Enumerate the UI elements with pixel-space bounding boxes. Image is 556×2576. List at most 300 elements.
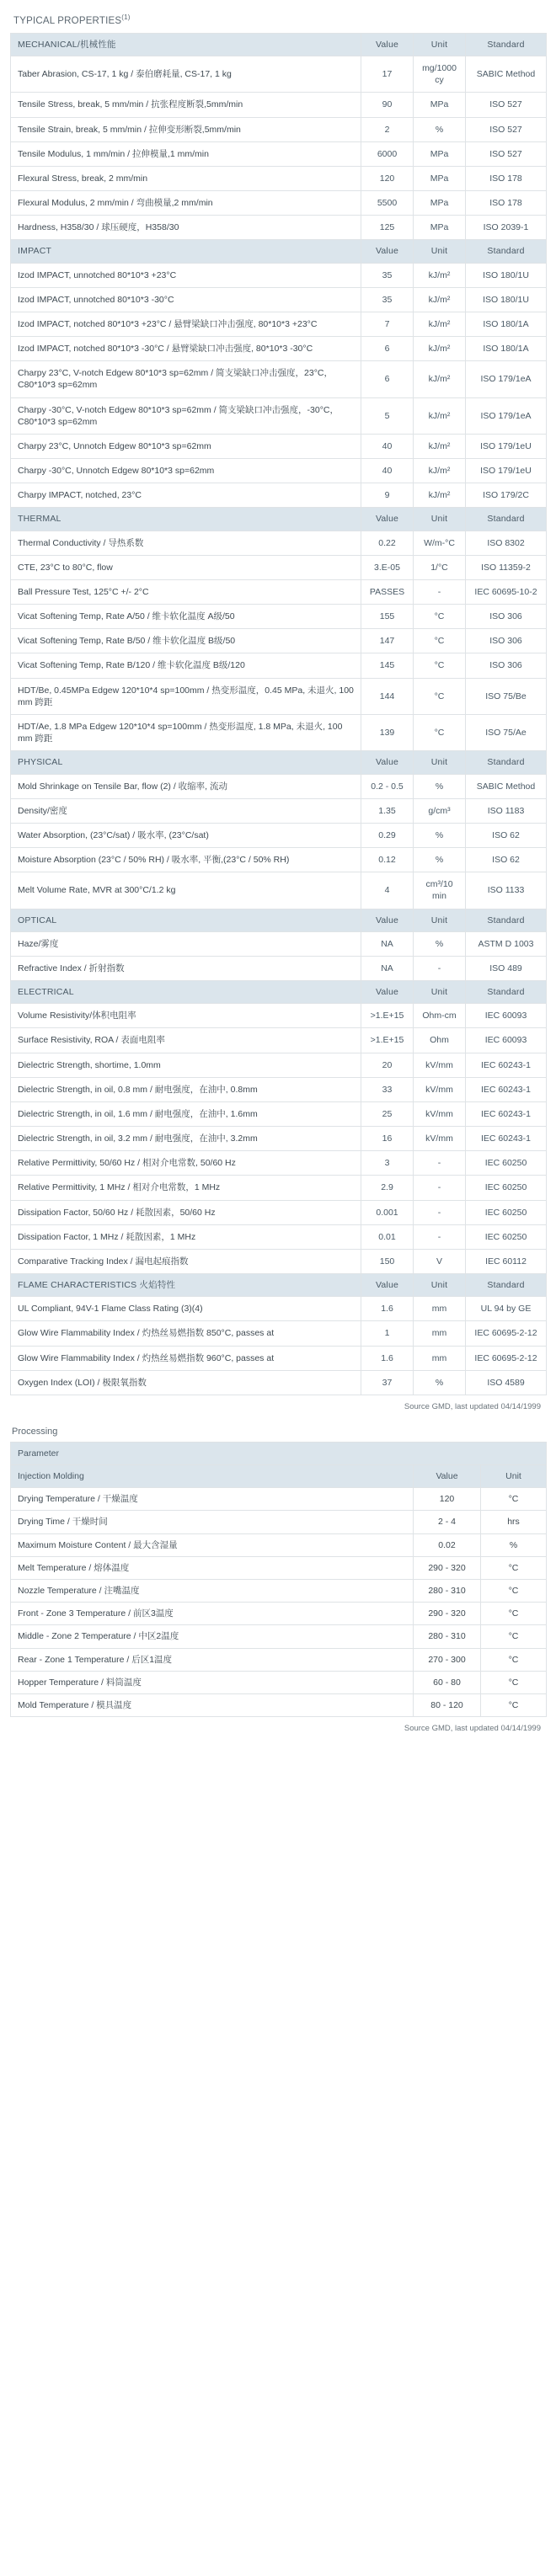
property-standard: ISO 1133 [466,872,547,909]
property-unit: - [414,1151,466,1176]
property-standard: IEC 60243-1 [466,1127,547,1151]
property-unit: °C [414,653,466,678]
property-name: Dielectric Strength, shortime, 1.0mm [11,1053,361,1077]
processing-parameter-name: Drying Temperature / 干燥温度 [11,1488,414,1511]
property-standard: IEC 60093 [466,1004,547,1028]
property-name: Dielectric Strength, in oil, 0.8 mm / 耐电强度，在油中, 0.8mm [11,1077,361,1101]
property-value: 155 [361,605,414,629]
property-name: Tensile Strain, break, 5 mm/min / 拉伸变形断裂,5mm/min [11,117,361,141]
property-value: 90 [361,93,414,117]
property-value: 40 [361,434,414,458]
table-row [11,1321,547,1346]
section-header-row [11,240,547,263]
property-standard: IEC 60695-2-12 [466,1321,547,1346]
processing-parameter-unit: hrs [481,1511,547,1533]
table-row [11,678,547,714]
table-row [11,1004,547,1028]
property-standard: ISO 179/2C [466,483,547,508]
processing-source-note: Source GMD, last updated 04/14/1999 [404,1724,541,1734]
section-header-row [11,981,547,1004]
property-unit: Ohm [414,1028,466,1053]
property-value: 40 [361,459,414,483]
property-name: CTE, 23°C to 80°C, flow [11,555,361,579]
property-unit: MPa [414,141,466,166]
property-name: Charpy 23°C, V-notch Edgew 80*10*3 sp=62mm / 简支梁缺口冲击强度，23°C，C80*10*3 sp=62mm [11,361,361,397]
property-name: Haze/雾度 [11,931,361,956]
section-title: THERMAL [11,508,361,531]
property-name: Vicat Softening Temp, Rate B/120 / 维卡软化温度 B级/120 [11,653,361,678]
property-name: Flexural Modulus, 2 mm/min / 弯曲模量,2 mm/min [11,191,361,216]
page-title-footnote: (1) [121,13,131,21]
table-row [11,117,547,141]
column-header-value: Value [361,33,414,56]
property-unit: MPa [414,191,466,216]
table-row [11,653,547,678]
property-unit: °C [414,629,466,653]
property-value: 1.6 [361,1346,414,1370]
column-header-unit: Unit [414,240,466,263]
table-row [11,1224,547,1249]
property-standard: IEC 60112 [466,1249,547,1273]
processing-column-unit: Unit [481,1465,547,1488]
property-name: Izod IMPACT, unnotched 80*10*3 -30°C [11,287,361,312]
property-unit: kJ/m² [414,312,466,336]
processing-row [11,1648,547,1671]
processing-parameter-unit: °C [481,1580,547,1603]
column-header-value: Value [361,981,414,1004]
processing-parameter-name: Mold Temperature / 模具温度 [11,1693,414,1716]
table-row [11,397,547,434]
table-row [11,774,547,798]
table-row [11,629,547,653]
processing-parameter-unit: °C [481,1625,547,1648]
property-value: 25 [361,1101,414,1126]
column-header-unit: Unit [414,909,466,931]
processing-body [11,1442,547,1716]
property-unit: kJ/m² [414,263,466,287]
property-value: PASSES [361,579,414,604]
section-header-row [11,909,547,931]
property-unit: kV/mm [414,1127,466,1151]
section-title: ELECTRICAL [11,981,361,1004]
property-standard: IEC 60243-1 [466,1077,547,1101]
column-header-unit: Unit [414,751,466,774]
property-value: 1 [361,1321,414,1346]
column-header-value: Value [361,1274,414,1297]
property-standard: ISO 75/Be [466,678,547,714]
property-unit: mm [414,1346,466,1370]
property-value: 139 [361,714,414,750]
property-unit: g/cm³ [414,798,466,823]
table-row [11,1176,547,1200]
property-name: Thermal Conductivity / 导热系数 [11,531,361,555]
property-unit: kJ/m² [414,434,466,458]
property-unit: kV/mm [414,1101,466,1126]
table-row [11,263,547,287]
table-row [11,1200,547,1224]
processing-column-parameter: Parameter [11,1442,547,1464]
table-row [11,93,547,117]
section-title: MECHANICAL/机械性能 [11,33,361,56]
property-unit: kJ/m² [414,459,466,483]
property-standard: ISO 306 [466,605,547,629]
processing-column-value: Value [414,1465,481,1488]
property-standard: IEC 60695-10-2 [466,579,547,604]
table-row [11,714,547,750]
column-header-standard: Standard [466,981,547,1004]
page-title-text: TYPICAL PROPERTIES [13,15,122,26]
section-title: FLAME CHARACTERISTICS 火焰特性 [11,1274,361,1297]
property-standard: ISO 527 [466,117,547,141]
property-name: Vicat Softening Temp, Rate B/50 / 维卡软化温度 B级/50 [11,629,361,653]
property-unit: °C [414,714,466,750]
processing-row [11,1603,547,1625]
property-value: 6 [361,361,414,397]
processing-parameter-value: 2 - 4 [414,1511,481,1533]
property-standard: ISO 11359-2 [466,555,547,579]
property-value: 0.2 - 0.5 [361,774,414,798]
processing-row [11,1556,547,1579]
property-name: Charpy IMPACT, notched, 23°C [11,483,361,508]
property-value: 147 [361,629,414,653]
property-standard: ISO 306 [466,629,547,653]
column-header-unit: Unit [414,33,466,56]
property-unit: - [414,956,466,980]
table-row [11,287,547,312]
property-unit: mm [414,1297,466,1321]
table-row [11,361,547,397]
processing-row [11,1693,547,1716]
property-standard: ISO 306 [466,653,547,678]
processing-parameter-unit: °C [481,1671,547,1693]
property-standard: ISO 178 [466,191,547,216]
property-name: Taber Abrasion, CS-17, 1 kg / 泰伯磨耗量, CS-17, 1 kg [11,56,361,93]
table-row [11,555,547,579]
property-value: 3.E-05 [361,555,414,579]
processing-row [11,1625,547,1648]
property-value: 2 [361,117,414,141]
column-header-standard: Standard [466,508,547,531]
property-name: Flexural Stress, break, 2 mm/min [11,166,361,190]
property-name: Tensile Stress, break, 5 mm/min / 抗张程度断裂,5mm/min [11,93,361,117]
property-standard: IEC 60250 [466,1200,547,1224]
table-row [11,798,547,823]
property-unit: % [414,848,466,872]
property-value: 35 [361,287,414,312]
property-unit: - [414,579,466,604]
property-standard: ISO 2039-1 [466,216,547,240]
column-header-value: Value [361,508,414,531]
processing-parameter-value: 60 - 80 [414,1671,481,1693]
section-header-row [11,33,547,56]
property-name: Relative Permittivity, 1 MHz / 相对介电常数，1 MHz [11,1176,361,1200]
property-value: 9 [361,483,414,508]
table-row [11,459,547,483]
column-header-unit: Unit [414,1274,466,1297]
section-header-row [11,1274,547,1297]
property-name: Dissipation Factor, 1 MHz / 耗散因素，1 MHz [11,1224,361,1249]
processing-parameter-unit: °C [481,1648,547,1671]
processing-parameter-name: Middle - Zone 2 Temperature / 中区2温度 [11,1625,414,1648]
table-row [11,1249,547,1273]
table-row [11,312,547,336]
property-unit: mm [414,1321,466,1346]
processing-row [11,1488,547,1511]
property-name: Glow Wire Flammability Index / 灼热丝易燃指数 850°C, passes at [11,1321,361,1346]
property-standard: ISO 180/1A [466,337,547,361]
section-title: PHYSICAL [11,751,361,774]
property-unit: % [414,931,466,956]
property-unit: - [414,1200,466,1224]
property-value: 16 [361,1127,414,1151]
property-unit: MPa [414,216,466,240]
property-name: Dielectric Strength, in oil, 1.6 mm / 耐电强度，在油中, 1.6mm [11,1101,361,1126]
processing-parameter-unit: °C [481,1603,547,1625]
property-value: >1.E+15 [361,1028,414,1053]
property-name: Surface Resistivity, ROA / 表面电阻率 [11,1028,361,1053]
property-value: 144 [361,678,414,714]
property-unit: MPa [414,93,466,117]
property-name: Charpy -30°C, V-notch Edgew 80*10*3 sp=62mm / 简支梁缺口冲击强度，-30°C，C80*10*3 sp=62mm [11,397,361,434]
table-row [11,1297,547,1321]
processing-parameter-value: 290 - 320 [414,1556,481,1579]
property-value: 0.29 [361,823,414,847]
properties-source-note: Source GMD, last updated 04/14/1999 [404,1401,541,1411]
processing-parameter-value: 120 [414,1488,481,1511]
property-unit: - [414,1176,466,1200]
property-value: 1.35 [361,798,414,823]
property-name: HDT/Ae, 1.8 MPa Edgew 120*10*4 sp=100mm / 热变形温度, 1.8 MPa, 未退火, 100 mm 跨距 [11,714,361,750]
processing-parameter-value: 280 - 310 [414,1625,481,1648]
property-name: Dissipation Factor, 50/60 Hz / 耗散因素，50/60 Hz [11,1200,361,1224]
property-name: Charpy -30°C, Unnotch Edgew 80*10*3 sp=62mm [11,459,361,483]
property-name: Charpy 23°C, Unnotch Edgew 80*10*3 sp=62mm [11,434,361,458]
property-standard: ISO 4589 [466,1370,547,1395]
table-row [11,1346,547,1370]
property-name: Relative Permittivity, 50/60 Hz / 相对介电常数, 50/60 Hz [11,1151,361,1176]
property-name: Volume Resistivity/体积电阻率 [11,1004,361,1028]
table-row [11,931,547,956]
property-name: Density/密度 [11,798,361,823]
property-name: Izod IMPACT, notched 80*10*3 -30°C / 悬臂梁缺口冲击强度, 80*10*3 -30°C [11,337,361,361]
property-name: Water Absorption, (23°C/sat) / 吸水率, (23°C/sat) [11,823,361,847]
property-name: HDT/Be, 0.45MPa Edgew 120*10*4 sp=100mm / 热变形温度，0.45 MPa, 未退火, 100 mm 跨距 [11,678,361,714]
column-header-standard: Standard [466,33,547,56]
property-standard: ISO 179/1eA [466,397,547,434]
processing-parameter-value: 290 - 320 [414,1603,481,1625]
processing-parameter-name: Drying Time / 干燥时间 [11,1511,414,1533]
property-standard: ISO 62 [466,848,547,872]
property-unit: - [414,1224,466,1249]
table-row [11,337,547,361]
processing-parameter-name: Hopper Temperature / 料筒温度 [11,1671,414,1693]
property-unit: MPa [414,166,466,190]
property-unit: W/m-°C [414,531,466,555]
property-name: Moisture Absorption (23°C / 50% RH) / 吸水率, 平衡,(23°C / 50% RH) [11,848,361,872]
property-standard: ISO 62 [466,823,547,847]
processing-parameter-name: Nozzle Temperature / 注嘴温度 [11,1580,414,1603]
property-standard: ISO 527 [466,93,547,117]
table-row [11,166,547,190]
table-row [11,1127,547,1151]
property-value: 33 [361,1077,414,1101]
property-unit: kJ/m² [414,287,466,312]
property-standard: IEC 60243-1 [466,1053,547,1077]
processing-parameter-value: 0.02 [414,1533,481,1556]
processing-group-row [11,1465,547,1488]
property-unit: °C [414,605,466,629]
processing-parameter-unit: % [481,1533,547,1556]
property-value: 4 [361,872,414,909]
property-unit: % [414,823,466,847]
property-value: 0.12 [361,848,414,872]
property-standard: ISO 75/Ae [466,714,547,750]
property-standard: ISO 179/1eU [466,459,547,483]
processing-parameter-unit: °C [481,1488,547,1511]
processing-row [11,1511,547,1533]
property-name: Izod IMPACT, unnotched 80*10*3 +23°C [11,263,361,287]
property-unit: Ohm-cm [414,1004,466,1028]
table-row [11,141,547,166]
property-unit: kJ/m² [414,337,466,361]
property-value: 5 [361,397,414,434]
property-standard: UL 94 by GE [466,1297,547,1321]
column-header-value: Value [361,909,414,931]
section-title: OPTICAL [11,909,361,931]
property-standard: IEC 60250 [466,1151,547,1176]
property-value: 20 [361,1053,414,1077]
property-name: Hardness, H358/30 / 球压硬度，H358/30 [11,216,361,240]
property-value: 5500 [361,191,414,216]
property-value: 0.001 [361,1200,414,1224]
processing-parameter-name: Rear - Zone 1 Temperature / 后区1温度 [11,1648,414,1671]
processing-row [11,1533,547,1556]
table-row [11,56,547,93]
property-value: 120 [361,166,414,190]
property-value: 150 [361,1249,414,1273]
property-name: Glow Wire Flammability Index / 灼热丝易燃指数 960°C, passes at [11,1346,361,1370]
property-standard: ISO 527 [466,141,547,166]
column-header-unit: Unit [414,508,466,531]
property-standard: ASTM D 1003 [466,931,547,956]
property-value: NA [361,931,414,956]
table-row [11,1151,547,1176]
table-row [11,872,547,909]
section-header-row [11,508,547,531]
property-name: Ball Pressure Test, 125°C +/- 2°C [11,579,361,604]
property-standard: IEC 60093 [466,1028,547,1053]
property-standard: IEC 60250 [466,1176,547,1200]
property-standard: ISO 8302 [466,531,547,555]
table-row [11,434,547,458]
property-standard: ISO 180/1A [466,312,547,336]
property-value: >1.E+15 [361,1004,414,1028]
column-header-value: Value [361,240,414,263]
property-unit: % [414,1370,466,1395]
column-header-value: Value [361,751,414,774]
property-value: 6000 [361,141,414,166]
processing-parameter-value: 80 - 120 [414,1693,481,1716]
property-standard: ISO 1183 [466,798,547,823]
processing-parameter-unit: °C [481,1556,547,1579]
property-unit: mg/1000cy [414,56,466,93]
section-header-row [11,751,547,774]
processing-parameter-value: 280 - 310 [414,1580,481,1603]
property-value: 1.6 [361,1297,414,1321]
property-standard: SABIC Method [466,774,547,798]
table-row [11,531,547,555]
property-standard: SABIC Method [466,56,547,93]
property-value: 7 [361,312,414,336]
property-name: Melt Volume Rate, MVR at 300°C/1.2 kg [11,872,361,909]
table-row [11,216,547,240]
processing-row [11,1671,547,1693]
table-row [11,1053,547,1077]
processing-row [11,1580,547,1603]
property-unit: kJ/m² [414,397,466,434]
property-name: Izod IMPACT, notched 80*10*3 +23°C / 悬臂梁缺口冲击强度, 80*10*3 +23°C [11,312,361,336]
table-row [11,848,547,872]
property-unit: V [414,1249,466,1273]
property-value: 37 [361,1370,414,1395]
column-header-standard: Standard [466,909,547,931]
property-value: 0.22 [361,531,414,555]
processing-parameter-name: Melt Temperature / 熔体温度 [11,1556,414,1579]
properties-body [11,33,547,1395]
property-value: 125 [361,216,414,240]
processing-group-label: Injection Molding [11,1465,414,1488]
section-title: IMPACT [11,240,361,263]
property-unit: % [414,117,466,141]
property-unit: 1/°C [414,555,466,579]
property-name: Oxygen Index (LOI) / 极限氧指数 [11,1370,361,1395]
table-row [11,1028,547,1053]
property-standard: IEC 60695-2-12 [466,1346,547,1370]
property-value: 0.01 [361,1224,414,1249]
property-value: 3 [361,1151,414,1176]
processing-parameter-name: Front - Zone 3 Temperature / 前区3温度 [11,1603,414,1625]
property-value: 35 [361,263,414,287]
property-standard: ISO 179/1eA [466,361,547,397]
property-unit: kJ/m² [414,361,466,397]
property-unit: % [414,774,466,798]
property-value: 145 [361,653,414,678]
column-header-standard: Standard [466,1274,547,1297]
property-name: Refractive Index / 折射指数 [11,956,361,980]
property-name: Mold Shrinkage on Tensile Bar, flow (2) / 收缩率, 流动 [11,774,361,798]
processing-title: Processing [12,1426,58,1437]
property-unit: kV/mm [414,1077,466,1101]
processing-table [10,1442,547,1717]
property-name: Vicat Softening Temp, Rate A/50 / 维卡软化温度 A级/50 [11,605,361,629]
processing-parameter-unit: °C [481,1693,547,1716]
page-title [10,12,546,33]
column-header-standard: Standard [466,751,547,774]
property-unit: kJ/m² [414,483,466,508]
property-unit: cm³/10 min [414,872,466,909]
table-row [11,1077,547,1101]
property-name: UL Compliant, 94V-1 Flame Class Rating (3)(4) [11,1297,361,1321]
property-standard: ISO 180/1U [466,263,547,287]
property-name: Dielectric Strength, in oil, 3.2 mm / 耐电强度，在油中, 3.2mm [11,1127,361,1151]
typical-properties-table [10,33,547,1395]
property-value: 6 [361,337,414,361]
property-standard: ISO 178 [466,166,547,190]
table-row [11,483,547,508]
property-standard: ISO 180/1U [466,287,547,312]
property-name: Comparative Tracking Index / 漏电起痕指数 [11,1249,361,1273]
property-unit: °C [414,678,466,714]
